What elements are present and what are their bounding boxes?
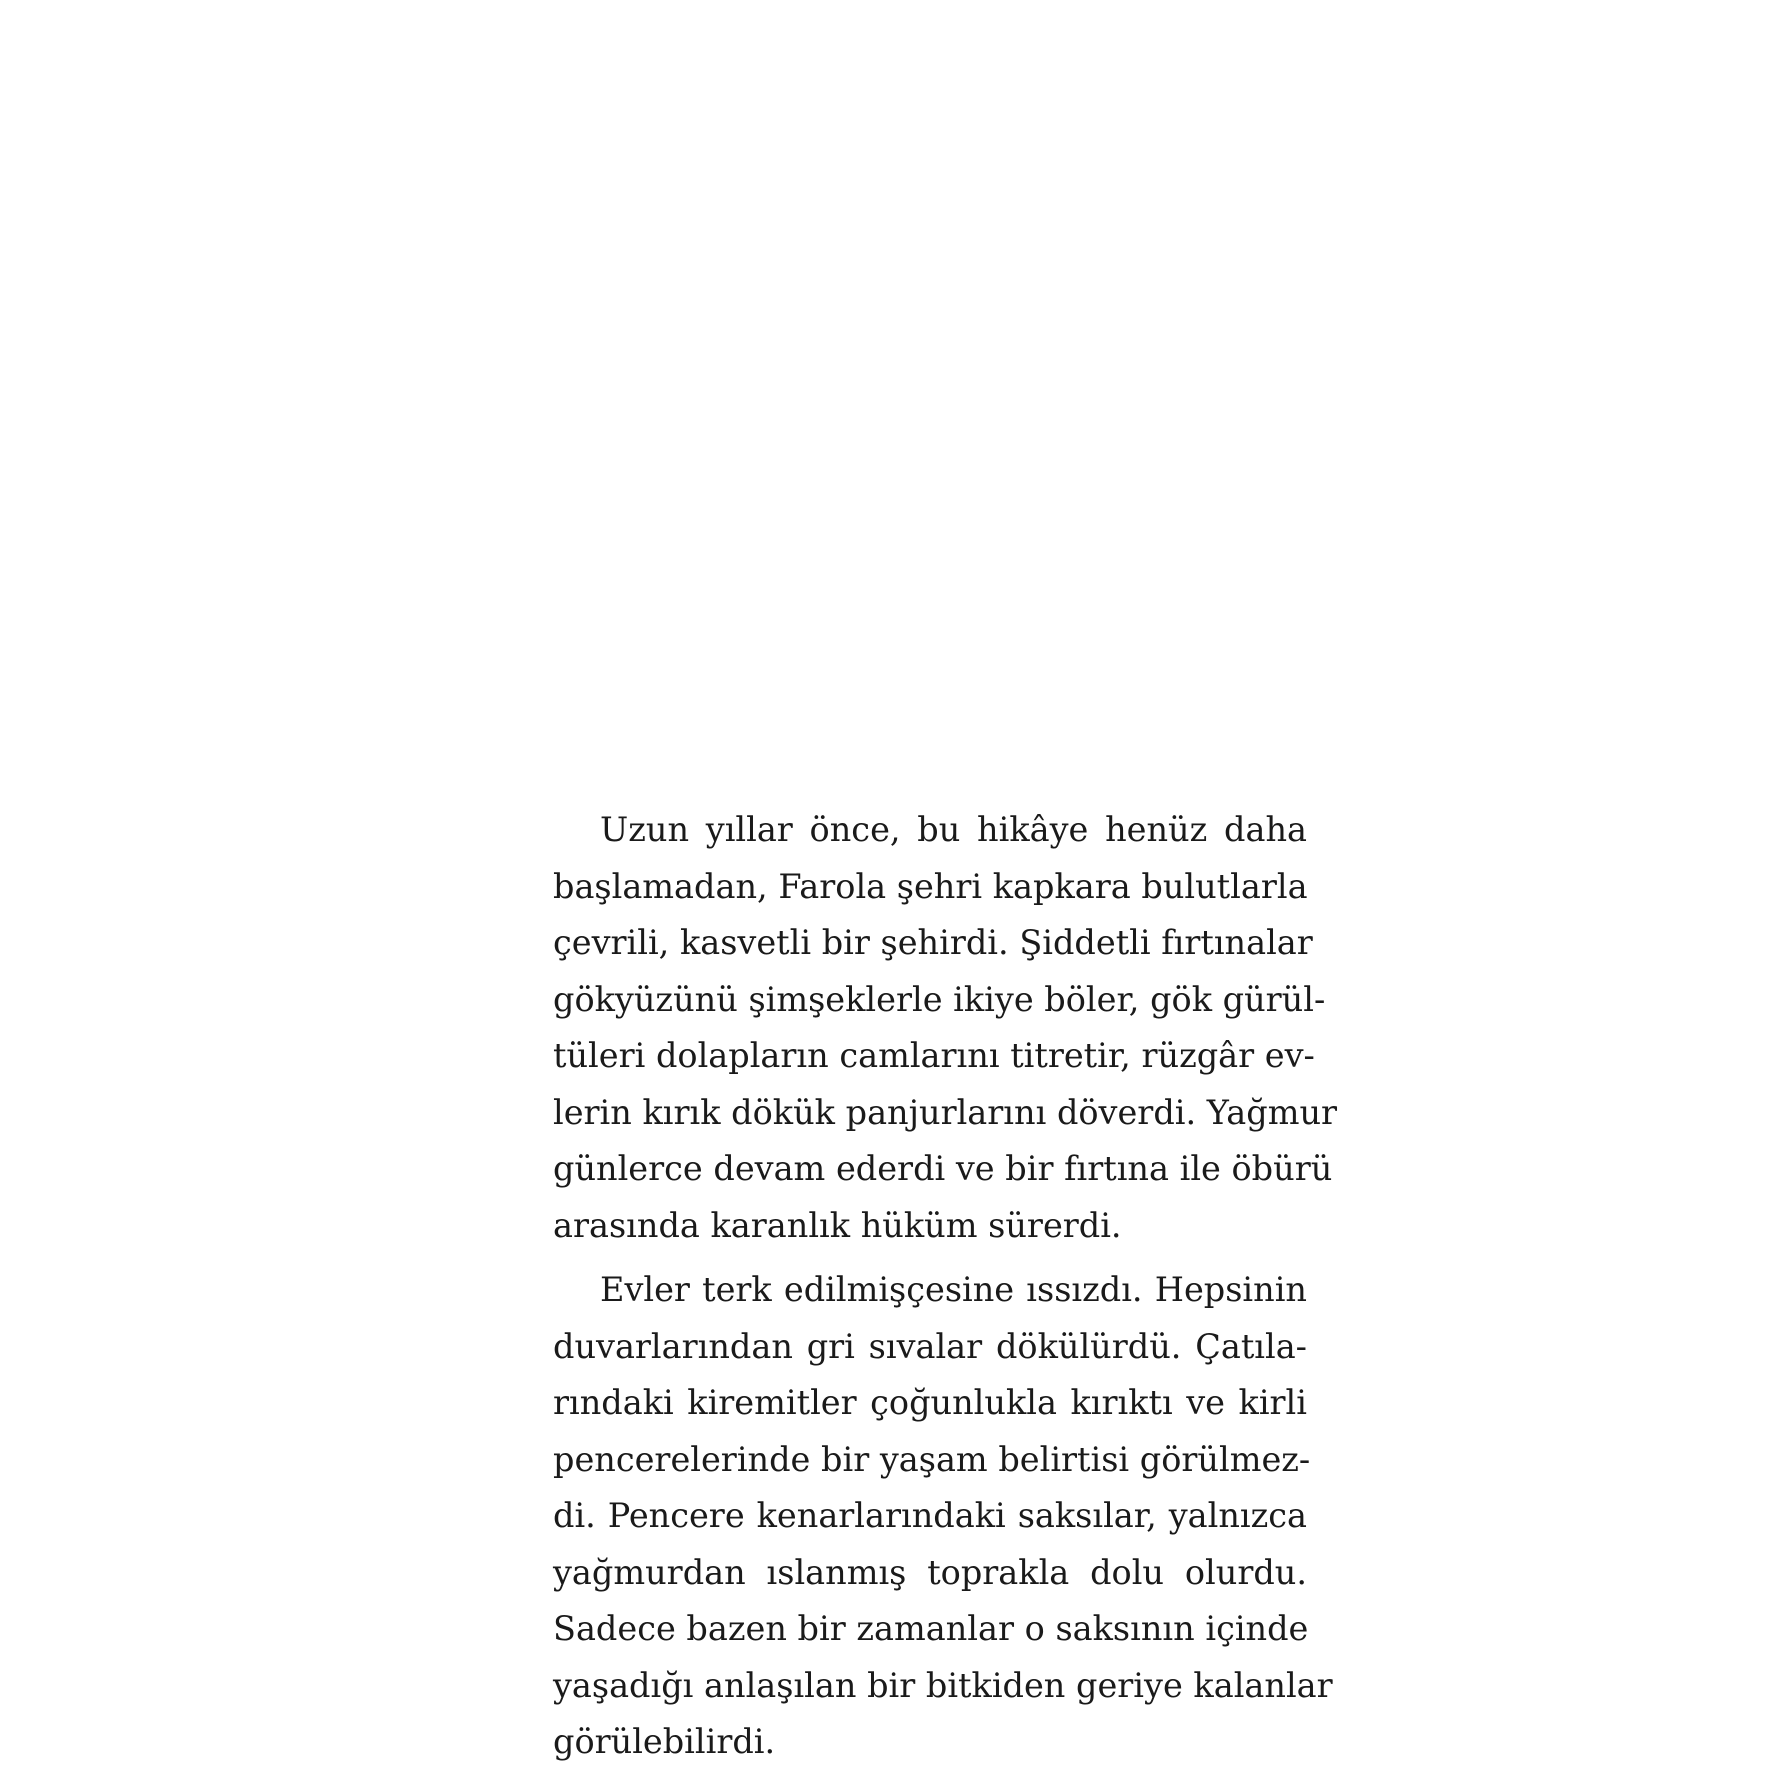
text-line: Uzun yıllar önce, bu hikâye henüz daha [600,810,1307,849]
text-line: başlamadan, Farola şehri kapkara bulutlarla [553,866,1308,906]
text-line: duvarlarından gri sıvalar dökülürdü. Çatıla- [553,1326,1307,1366]
paragraph-2 [553,1262,1333,1771]
text-line: günlerce devam ederdi ve bir fırtına ile öbürü [553,1149,1333,1188]
body-text [553,802,1338,1771]
text-line: di. Pencere kenarlarındaki saksılar, yalnızca [553,1496,1307,1535]
text-line: arasında karanlık hüküm sürerdi. [553,1205,1122,1245]
text-line: pencerelerinde bir yaşam belirtisi görülmez- [553,1439,1311,1479]
text-line: rındaki kiremitler çoğunlukla kırıktı ve kirli [553,1383,1307,1422]
text-line: lerin kırık dökük panjurlarını döverdi. Yağmur [553,1092,1338,1132]
text-line: Sadece bazen bir zamanlar o saksının içinde [553,1609,1309,1648]
text-line: çevrili, kasvetli bir şehirdi. Şiddetli fırtınalar [553,923,1313,962]
text-line: tüleri dolapların camlarını titretir, rüzgâr ev- [553,1036,1315,1075]
text-line: yaşadığı anlaşılan bir bitkiden geriye kalanlar [553,1665,1333,1705]
text-line: gökyüzünü şimşeklerle ikiye böler, gök gürül- [553,979,1326,1019]
text-line: Evler terk edilmişçesine ıssızdı. Hepsinin [600,1270,1307,1309]
paragraph-1 [553,802,1338,1254]
text-line: görülebilirdi. [553,1722,776,1761]
text-line: yağmurdan ıslanmış toprakla dolu olurdu. [553,1552,1307,1592]
